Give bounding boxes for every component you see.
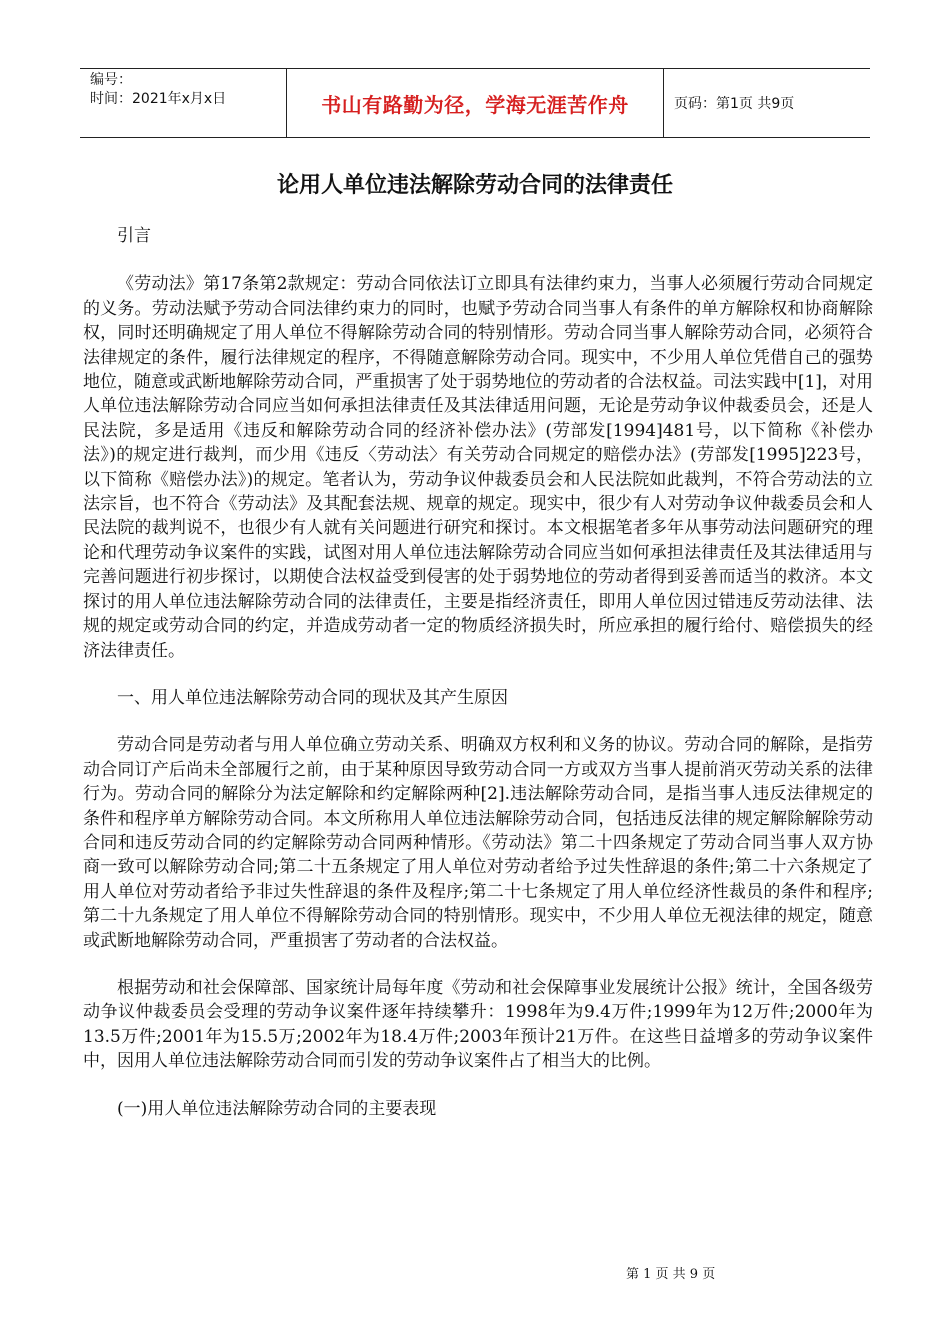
header-meta	[80, 69, 287, 137]
page-footer: 第 1 页 共 9 页	[626, 1267, 716, 1282]
header-page-info: 页码：第1页 共9页	[674, 96, 795, 112]
page-header	[80, 68, 870, 138]
header-motto: 书山有路勤为径，学海无涯苦作舟	[287, 69, 664, 137]
document-title: 论用人单位违法解除劳动合同的法律责任	[276, 173, 673, 198]
paragraph-statistics: 根据劳动和社会保障部、国家统计局每年度《劳动和社会保障事业发展统计公报》统计，全国各级劳动争议仲裁委员会受理的劳动争议案件逐年持续攀升：1998年为9.4万件;1999年为12万件;2000年为13.5万件;2001年为15.5万;2002年为18.4万件;2003年预计21万件。在这些日益增多的劳动争议案件中，因用人单位违法解除劳动合同而引发的劳动争议案件占了相当大的比例。	[83, 977, 873, 1072]
paragraph-intro: 《劳动法》第17条第2款规定：劳动合同依法订立即具有法律约束力，当事人必须履行劳动合同规定的义务。劳动法赋予劳动合同法律约束力的同时，也赋予劳动合同当事人有条件的单方解除权和协商解除权，同时还明确规定了用人单位不得解除劳动合同的特别情形。劳动合同当事人解除劳动合同，必须符合法律规定的条件，履行法律规定的程序，不得随意解除劳动合同。现实中，不少用人单位凭借自己的强势地位，随意或武断地解除劳动合同，严重损害了处于弱势地位的劳动者的合法权益。司法实践中[1]，对用人单位违法解除劳动合同应当如何承担法律责任及其法律适用问题，无论是劳动争议仲裁委员会，还是人民法院，多是适用《违反和解除劳动合同的经济补偿办法》(劳部发[1994]481号，以下简称《补偿办法》)的规定进行裁判，而少用《违反〈劳动法〉有关劳动合同规定的赔偿办法》(劳部发[1995]223号，以下简称《赔偿办法》)的规定。笔者认为，劳动争议仲裁委员会和人民法院如此裁判，不符合劳动法的立法宗旨，也不符合《劳动法》及其配套法规、规章的规定。现实中，很少有人对劳动争议仲裁委员会和人民法院的裁判说不，也很少有人就有关问题进行研究和探讨。本文根据笔者多年从事劳动法问题研究的理论和代理劳动争议案件的实践，试图对用人单位违法解除劳动合同应当如何承担法律责任及其法律适用与完善问题进行初步探讨，以期使合法权益受到侵害的处于弱势地位的劳动者得到妥善而适当的救济。本文探讨的用人单位违法解除劳动合同的法律责任，主要是指经济责任，即用人单位因过错违反劳动法律、法规的规定或劳动合同的约定，并造成劳动者一定的物质经济损失时，所应承担的履行给付、赔偿损失的经济法律责任。	[83, 274, 873, 661]
document-body	[83, 224, 873, 1121]
subsection-heading-1: (一)用人单位违法解除劳动合同的主要表现	[117, 1098, 437, 1119]
heading-intro: 引言	[117, 226, 151, 246]
document-date: 时间：2021年x月x日	[90, 91, 227, 107]
paragraph-definition: 劳动合同是劳动者与用人单位确立劳动关系、明确双方权利和义务的协议。劳动合同的解除，是指劳动合同订产后尚未全部履行之前，由于某种原因导致劳动合同一方或双方当事人提前消灭劳动关系的法律行为。劳动合同的解除分为法定解除和约定解除两种[2].违法解除劳动合同，是指当事人违反法律规定的条件和程序单方解除劳动合同。本文所称用人单位违法解除劳动合同，包括违反法律的规定解除解除劳动合同和违反劳动合同的约定解除劳动合同两种情形。《劳动法》第二十四条规定了劳动合同当事人双方协商一致可以解除劳动合同;第二十五条规定了用人单位对劳动者给予过失性辞退的条件;第二十六条规定了用人单位对劳动者给予非过失性辞退的条件及程序;第二十七条规定了用人单位经济性裁员的条件和程序;第二十九条规定了用人单位不得解除劳动合同的特别情形。现实中，不少用人单位无视法律的规定，随意或武断地解除劳动合同，严重损害了劳动者的合法权益。	[83, 735, 873, 951]
document-number: 编号：	[90, 72, 132, 88]
section-heading-1: 一、用人单位违法解除劳动合同的现状及其产生原因	[117, 687, 508, 708]
